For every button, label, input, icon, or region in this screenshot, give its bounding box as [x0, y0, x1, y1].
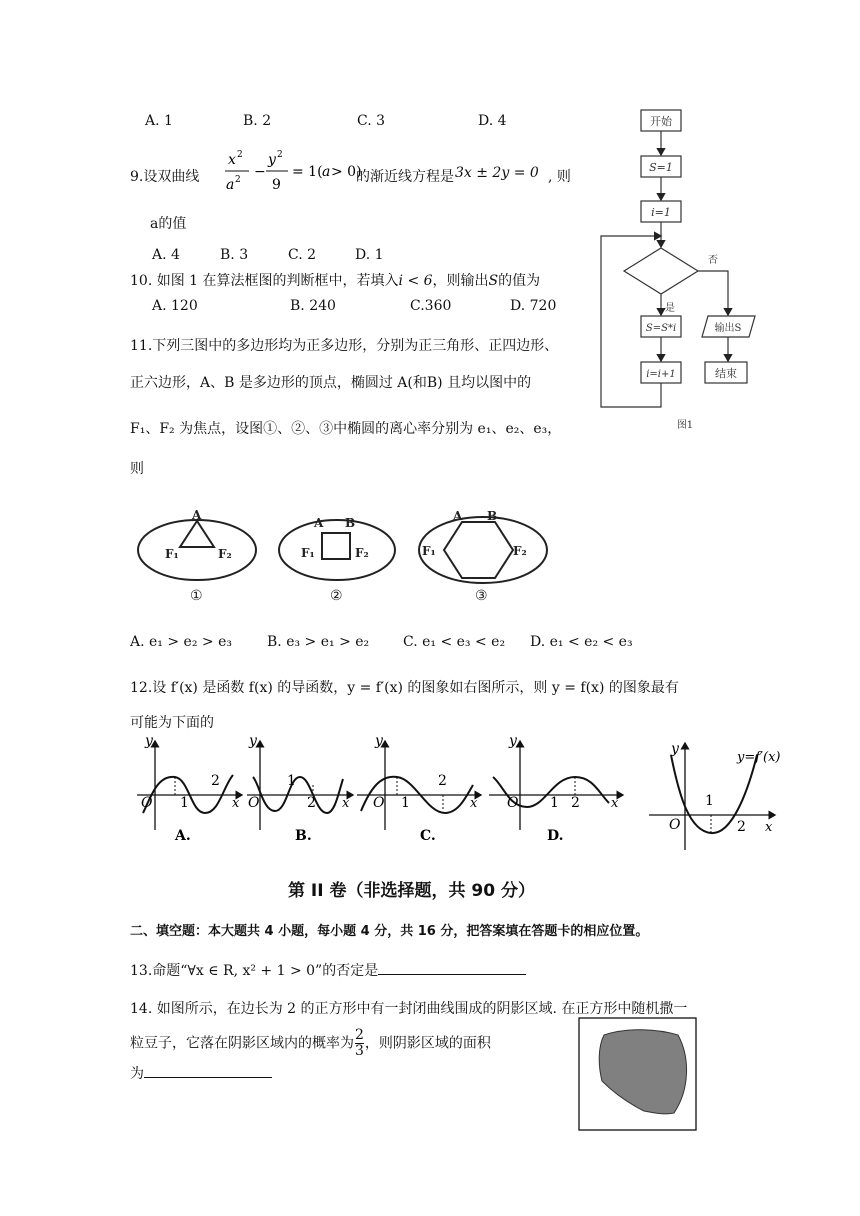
- svg-text:x: x: [611, 796, 619, 811]
- q10-option-b: B. 240: [290, 298, 336, 314]
- graph-a-label: A.: [175, 828, 191, 844]
- q9-prefix: 9.设双曲线: [130, 169, 200, 185]
- fig3-label-b: B: [487, 509, 498, 523]
- q14-line3-text: 为: [130, 1066, 144, 1082]
- q13-answer-blank[interactable]: [378, 960, 526, 975]
- svg-text:O: O: [669, 817, 681, 833]
- q9-option-a: A. 4: [152, 247, 180, 263]
- svg-text:= 1(: = 1(: [292, 164, 323, 180]
- graph-b: [247, 733, 353, 844]
- svg-text:x: x: [342, 796, 350, 811]
- flowchart-yes-label: 是: [665, 303, 675, 314]
- q14-answer-blank[interactable]: [144, 1063, 272, 1078]
- fprime-label: y=f′(x): [737, 750, 781, 765]
- ellipse-3: [419, 517, 547, 583]
- q9-line2: a的值: [150, 216, 187, 232]
- q11-option-b: B. e₃ > e₁ > e₂: [267, 634, 370, 650]
- fig3-label-f1: F₁: [422, 544, 436, 558]
- q9-option-b: B. 3: [220, 247, 249, 263]
- flowchart-decision-diamond: [624, 248, 698, 294]
- hexagon-shape: [444, 522, 513, 578]
- graph-d-label: D.: [547, 828, 564, 844]
- q10-option-d: D. 720: [510, 298, 557, 314]
- graph-b-label: B.: [295, 828, 312, 844]
- fig2-label-b: B: [345, 516, 356, 530]
- q13-question: [130, 960, 526, 980]
- graph-d: [489, 733, 623, 844]
- q9-suffix: , 则: [548, 169, 571, 185]
- graph-c: [357, 733, 481, 844]
- flowchart-output-label: 输出S: [714, 323, 742, 334]
- flowchart-i-init-label: i=1: [651, 206, 671, 219]
- svg-text:1: 1: [180, 795, 189, 811]
- fig2-number: ②: [330, 588, 343, 604]
- flowchart-update-s-label: S=S*i: [645, 323, 677, 334]
- flowchart-caption: 图1: [676, 420, 694, 431]
- q14-line1: 14. 如图所示，在边长为 2 的正方形中有一封闭曲线围成的阴影区域. 在正方形中随机撒一: [130, 1001, 688, 1017]
- q14-fraction: $\frac{2}{3}$: [355, 1027, 364, 1059]
- fig1-label-a: A: [192, 508, 202, 522]
- q14-line3: [130, 1063, 272, 1083]
- flowchart-no-label: 否: [708, 255, 718, 266]
- q10-text-a: 10. 如图 1 在算法框图的判断框中，若填入: [130, 273, 399, 289]
- svg-text:> 0): > 0): [331, 164, 362, 180]
- svg-text:O: O: [141, 795, 153, 811]
- svg-text:2: 2: [438, 773, 447, 789]
- fig3-label-a: A: [453, 509, 463, 523]
- fig3-number: ③: [475, 588, 488, 604]
- svg-text:2: 2: [277, 150, 283, 160]
- svg-text:O: O: [248, 795, 260, 811]
- q10-question: [130, 270, 540, 290]
- q10-text-b: ，则输出: [432, 273, 489, 289]
- fig2-label-a: A: [314, 516, 324, 530]
- q10-condition: i < 6: [398, 273, 433, 289]
- q8-option-d: D. 4: [478, 113, 507, 129]
- flowchart-figure-1: [595, 100, 775, 440]
- ellipse-2: [279, 520, 395, 580]
- graph-a: [137, 733, 242, 844]
- q12-option-graphs: [135, 735, 635, 850]
- q13-text: 13.命题“∀x ∈ R, x² + 1 > 0”的否定是: [130, 963, 379, 979]
- svg-text:2: 2: [235, 175, 241, 185]
- flowchart-start-label: 开始: [650, 115, 672, 128]
- q11-option-c: C. e₁ < e₃ < e₂: [403, 634, 506, 650]
- q9-option-d: D. 1: [355, 247, 384, 263]
- svg-text:2: 2: [307, 795, 316, 811]
- flowchart-update-i-label: i=i+1: [646, 369, 676, 380]
- flowchart-end-label: 结束: [715, 367, 737, 380]
- q10-option-c: C.360: [410, 298, 452, 314]
- q14-line2b: ，则阴影区域的面积: [364, 1035, 491, 1052]
- q9-middle: 的渐近线方程是: [356, 169, 454, 185]
- svg-text:x: x: [232, 796, 240, 811]
- q14-square-figure: [578, 1017, 698, 1133]
- fig1-label-f1: F₁: [165, 547, 179, 561]
- fig1-number: ①: [190, 588, 203, 604]
- fig1-label-f2: F₂: [218, 547, 232, 561]
- svg-text:O: O: [373, 795, 385, 811]
- svg-text:a: a: [322, 164, 331, 180]
- flowchart-s-init-label: S=1: [649, 161, 673, 174]
- q9-option-c: C. 2: [288, 247, 317, 263]
- svg-text:O: O: [507, 795, 519, 811]
- triangle-shape: [180, 521, 214, 547]
- svg-text:y: y: [249, 733, 257, 749]
- svg-text:−: −: [254, 164, 266, 180]
- q14-line2a: 粒豆子，它落在阴影区域内的概率为: [130, 1035, 354, 1052]
- fig2-label-f1: F₁: [301, 546, 315, 560]
- q11-option-a: A. e₁ > e₂ > e₃: [130, 634, 232, 650]
- q11-line4: 则: [130, 461, 144, 477]
- svg-text:1: 1: [705, 793, 714, 809]
- svg-text:2: 2: [737, 819, 746, 835]
- svg-text:x: x: [765, 820, 773, 835]
- q11-line1: 11.下列三图中的多边形均为正多边形，分别为正三角形、正四边形、: [130, 338, 559, 354]
- svg-text:2: 2: [571, 795, 580, 811]
- q14-line2: [130, 1028, 491, 1059]
- q11-line2: 正六边形，A、B 是多边形的顶点，椭圆过 A(和B) 且均以图中的: [130, 375, 532, 391]
- q8-option-a: A. 1: [145, 113, 173, 129]
- q11-option-d: D. e₁ < e₂ < e₃: [530, 634, 633, 650]
- q8-option-c: C. 3: [357, 113, 386, 129]
- fig2-label-f2: F₂: [355, 546, 369, 560]
- q9-asymptote-equation: 3x ± 2y = 0: [455, 165, 539, 181]
- q10-option-a: A. 120: [152, 298, 198, 314]
- svg-text:9: 9: [272, 177, 281, 193]
- section2-heading: 二、填空题：本大题共 4 小题，每小题 4 分，共 16 分，把答案填在答题卡的相应位置。: [130, 924, 649, 939]
- q12-line1: 12.设 f′(x) 是函数 f(x) 的导函数，y = f′(x) 的图象如右图所示，则 y = f(x) 的图象最有: [130, 680, 679, 696]
- part2-title: 第 II 卷（非选择题，共 90 分）: [288, 881, 535, 901]
- q12-line2: 可能为下面的: [130, 715, 214, 731]
- q10-text-c: 的值为: [498, 273, 541, 289]
- q8-option-b: B. 2: [243, 113, 272, 129]
- q9-hyperbola-formula: [222, 148, 362, 196]
- svg-text:2: 2: [237, 150, 243, 160]
- svg-text:2: 2: [211, 773, 220, 789]
- svg-text:1: 1: [550, 795, 559, 811]
- svg-text:x: x: [228, 152, 236, 168]
- svg-text:y: y: [671, 741, 679, 757]
- svg-text:y: y: [375, 733, 383, 749]
- fig3-label-f2: F₂: [513, 544, 527, 558]
- svg-text:1: 1: [401, 795, 410, 811]
- svg-text:x: x: [470, 796, 478, 811]
- fprime-graph: [645, 735, 795, 855]
- svg-text:y: y: [268, 152, 276, 168]
- svg-text:y: y: [509, 733, 517, 749]
- svg-text:y: y: [145, 733, 153, 749]
- svg-text:a: a: [226, 177, 235, 193]
- q11-line3: F₁、F₂ 为焦点，设图①、②、③中椭圆的离心率分别为 e₁、e₂、e₃，: [130, 421, 562, 437]
- q10-variable: S: [488, 273, 499, 289]
- ellipse-1: [138, 520, 256, 580]
- graph-c-label: C.: [420, 828, 436, 844]
- svg-text:1: 1: [287, 773, 296, 789]
- q11-ellipse-figures: [135, 500, 580, 610]
- square-shape: [322, 533, 350, 559]
